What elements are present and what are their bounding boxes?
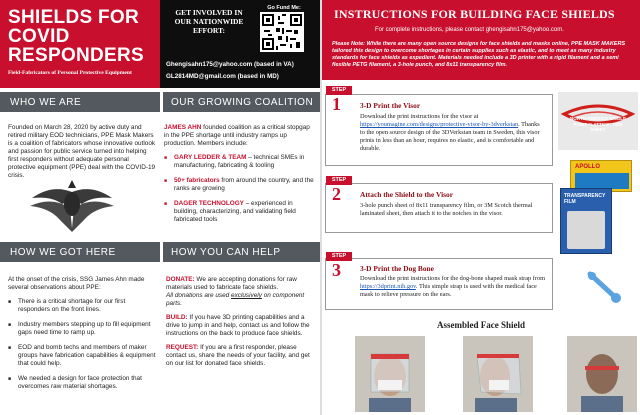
step-3-title: 3-D Print the Dog Bone bbox=[360, 264, 434, 273]
design-note: Please Note: While there are many open source designs for face shields and masks online, PPE MASK MAKERS tailored this design to overcome shortages in certain supplies such as elastic, and to meet as many industry standards for face shields as expedient. Materials needed include a 3D printer with a rigid filament and a semi flexible PETG filament, a 3-hole punch, and 8x11 transparency film. bbox=[322, 36, 640, 80]
visor-caption: NORTH AMERICA SINGLE POINT "LATTICE" SIZE SHEET bbox=[570, 116, 626, 132]
instructions-contact: For complete instructions, please contact ghengisahn175@yahoo.com. bbox=[375, 27, 564, 33]
email-va[interactable]: Ghengisahn175@yahoo.com (based in VA) bbox=[166, 61, 294, 68]
assembled-photo-front bbox=[355, 336, 425, 412]
request-label: REQUEST: bbox=[166, 344, 199, 351]
step-1-text: Download the print instructions for the visor at https://youmagine.com/designs/protective-visor-by-3dverkstan. Thanks to the open source design of the 3DVerkstan team in Sweden, this visor prints in less than an hour, requires no elastic, and is comfortable and durable. bbox=[360, 113, 540, 152]
get-involved-banner bbox=[160, 0, 320, 88]
who-we-are-body: Founded on March 28, 2020 by active duty and retired military EOD technicians, PPE Mask Makers is a coalition of fabricators whose innovative outlook and passion for public service turned into helping first responders without adequate personal protective equipment (PPE) deal with the COVID-19 crisis. bbox=[8, 124, 156, 179]
title-line-1: SHIELDS FOR bbox=[8, 7, 140, 28]
how-we-got-here-body: At the onset of the crisis, SSG James Ahn made several observations about PPE: ■ There is a critical shortage for our first responders on the front lines. ■ Industry members stepping up to fill equipment gaps need time to ramp up. ■ EOD and bomb techs and members of maker groups have fabrication capabilities & equipment that could help. ■ We needed a design for face protection that overcomes raw material shortages. bbox=[8, 276, 156, 398]
instructions-header bbox=[322, 0, 640, 26]
assembled-photo-side bbox=[463, 336, 533, 412]
title-line-2: COVID bbox=[8, 26, 70, 47]
observation-item: ■ We needed a design for face protection that overcomes raw material shortages. bbox=[8, 375, 156, 391]
step-2-text: 3-hole punch sheet of 8x11 transparency film, or 3M Scotch thermal laminated sheet, then attach it to the notches in the visor. bbox=[360, 202, 533, 217]
nih-link[interactable]: https://3dprint.nih.gov bbox=[360, 283, 416, 290]
subtitle: Field-Fabricators of Personal Protective Equipment bbox=[8, 70, 132, 76]
go-fund-me-label: Go Fund Me: bbox=[267, 5, 301, 11]
assembled-face-shield-heading: Assembled Face Shield bbox=[436, 320, 525, 330]
assembled-photo-back bbox=[567, 336, 637, 412]
step-2-title: Attach the Shield to the Visor bbox=[360, 190, 453, 199]
coalition-member: ■ 50+ fabricators from around the country, and the ranks are growing bbox=[164, 177, 316, 193]
email-md[interactable]: GL2814MD@gmail.com (based in MD) bbox=[166, 73, 279, 80]
apollo-film-box-icon: APOLLO bbox=[570, 160, 632, 192]
observation-item: ■ EOD and bomb techs and members of maker groups have fabrication capabilities & equipment that could help. bbox=[8, 344, 156, 368]
step-2-box bbox=[325, 183, 553, 233]
coalition-member: ■ GARY LEDDER & TEAM – technical SMEs in manufacturing, fabricating & tooling bbox=[164, 154, 316, 170]
eod-badge-icon bbox=[22, 178, 122, 234]
title-banner bbox=[0, 0, 160, 88]
step-1-box bbox=[325, 94, 553, 166]
coalition-member: ■ DAGER TECHNOLOGY – experienced in building, characterizing, and validating field fabricated tools bbox=[164, 200, 316, 224]
title-line-3: RESPONDERS bbox=[8, 45, 145, 66]
qr-code-icon[interactable] bbox=[260, 12, 304, 52]
transparency-film-box-icon: TRANSPARENCY FILM bbox=[560, 188, 612, 254]
visor-link[interactable]: https://youmagine.com/designs/protective-visor-by-3dverkstan bbox=[360, 121, 519, 128]
instructions-title: INSTRUCTIONS FOR BUILDING FACE SHIELDS bbox=[334, 7, 615, 21]
how-we-got-here-heading: HOW WE GOT HERE bbox=[0, 242, 160, 262]
visor-image bbox=[558, 92, 638, 150]
observation-item: ■ There is a critical shortage for our first responders on the front lines. bbox=[8, 298, 156, 314]
build-label: BUILD: bbox=[166, 314, 188, 321]
james-ahn-name: JAMES AHN bbox=[164, 124, 202, 131]
observation-item: ■ Industry members stepping up to fill equipment gaps need time to ramp up. bbox=[8, 321, 156, 337]
how-you-can-help-body: DONATE: We are accepting donations for raw materials used to fabricate face shields. All donations are used exclusively on component parts. BUILD: If you have 3D printing capabilities and a drive to jump in and help, contact us and follow the instructions on the back to produce face shields. REQUEST: If you are a first responder, please contact us, share the needs of your facility, and get on our list for donated face shields. bbox=[166, 276, 310, 367]
step-3-box bbox=[325, 258, 553, 310]
get-involved-text: GET INVOLVED IN OUR NATIONWIDE EFFORT: bbox=[174, 8, 244, 35]
who-we-are-heading: WHO WE ARE bbox=[0, 92, 160, 112]
dog-bone-strap-icon bbox=[586, 268, 626, 306]
coalition-body: JAMES AHN founded coalition as a critical stopgap in the PPE shortage until industry ramps up production. Members include: ■ GARY LEDDER & TEAM – technical SMEs in manufacturing, fabricating & tooling ■ 50+ fabricators from around the country, and the ranks are growing ■ DAGER TECHNOLOGY – experienced in building, characterizing, and validating field fabricated tools bbox=[164, 124, 316, 231]
donate-label: DONATE: bbox=[166, 276, 195, 283]
how-you-can-help-heading: HOW YOU CAN HELP bbox=[163, 242, 320, 262]
step-3-text: Download the print instructions for the dog-bone shaped mask strap from https://3dprint.nih.gov. This simple strap is used with the medical face mask to relieve pressure on the ears. bbox=[360, 275, 546, 298]
coalition-heading: OUR GROWING COALITION bbox=[163, 92, 320, 112]
step-1-title: 3-D Print the Visor bbox=[360, 101, 421, 110]
